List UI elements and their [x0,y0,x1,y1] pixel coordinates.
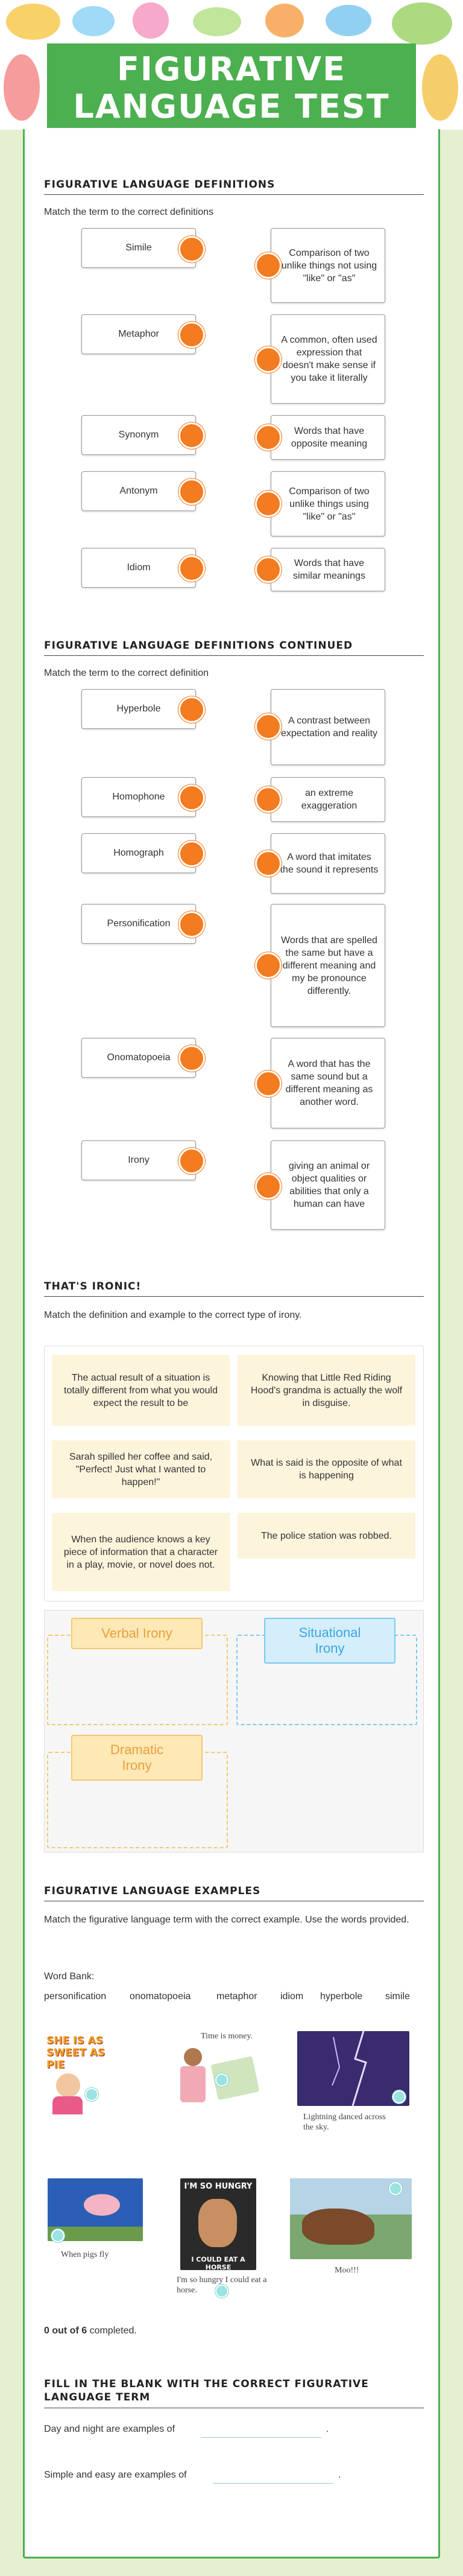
section2-instruction: Match the term to the correct definition [44,668,209,678]
match-dot[interactable] [178,696,205,723]
progress-count: 0 out of 6 [44,2326,87,2336]
definition-box[interactable]: A word that imitates the sound it represents [271,833,385,894]
term-homograph[interactable]: Homograph [81,833,196,873]
definition-box[interactable]: Comparison of two unlike things using "like" or "as" [271,471,385,536]
term-idiom[interactable]: Idiom [81,548,196,588]
answer-dot[interactable] [51,2229,65,2242]
irony-card[interactable]: What is said is the opposite of what is happening [238,1440,415,1498]
definition-box[interactable]: A contrast between expectation and reality [271,689,385,765]
caption-pig: When pigs fly [61,2250,109,2259]
answer-dot[interactable] [389,2182,402,2195]
match-dot[interactable] [178,1148,205,1174]
term-hyperbole[interactable]: Hyperbole [81,689,196,729]
match-dot[interactable] [178,479,205,505]
term-homophone[interactable]: Homophone [81,777,196,817]
section4-instruction: Match the figurative language term with the correct example. Use the words provided. [44,1915,409,1925]
term-simile[interactable]: Simile [81,228,196,268]
fill-blank-2-text: Simple and easy are examples of [44,2470,187,2480]
page-title [47,43,416,128]
match-dot[interactable] [178,555,205,582]
girl-body [52,2096,83,2114]
match-dot[interactable] [178,784,205,811]
girl-figure [184,2048,202,2066]
match-dot[interactable] [255,786,282,813]
match-dot[interactable] [255,346,282,373]
wordbank-label: Word Bank: [44,1971,95,1982]
match-dot[interactable] [255,1173,282,1200]
section1-instruction: Match the term to the correct definitions [44,207,214,217]
header-banner [0,0,463,130]
answer-dot[interactable] [215,2073,228,2087]
wordbank-word[interactable]: metaphor [216,1991,257,2002]
match-dot[interactable] [255,556,282,583]
section4-title: FIGURATIVE LANGUAGE EXAMPLES [44,1885,424,1901]
section2-title: FIGURATIVE LANGUAGE DEFINITIONS CONTINUED [44,640,424,656]
match-dot[interactable] [255,424,282,451]
example-image-sweet [44,2031,116,2116]
match-dot[interactable] [178,322,205,348]
match-dot[interactable] [255,850,282,877]
definition-box[interactable]: A common, often used expression that doesn't make sense if you take it literally [271,314,385,404]
fill-blank-2-end: . [338,2470,341,2480]
irony-drop-area [44,1610,424,1852]
fill-blank-1-text: Day and night are examples of [44,2424,175,2434]
definition-box[interactable]: Words that have opposite meaning [271,415,385,460]
wordbank-word[interactable]: personification [44,1991,107,2002]
match-dot[interactable] [178,236,205,262]
match-dot[interactable] [255,1070,282,1097]
caption-time: Time is money. [201,2032,253,2041]
term-personification[interactable]: Personification [81,904,196,944]
progress-status [44,2326,137,2336]
match-dot[interactable] [178,1045,205,1072]
zone-label-verbal: Verbal Irony [71,1618,203,1649]
match-dot[interactable] [255,952,282,979]
progress-label: completed. [89,2326,137,2336]
definition-box[interactable]: Words that have similar meanings [271,548,385,591]
match-dot[interactable] [178,422,205,449]
irony-card[interactable]: Sarah spilled her coffee and said, "Perfect! Just what I wanted to happen!" [52,1440,230,1498]
definition-box[interactable]: A word that has the same sound but a different meaning as another word. [271,1038,385,1128]
zone-label-dramatic: Dramatic Irony [71,1735,203,1781]
match-dot[interactable] [255,713,282,740]
zone-label-situational: Situational Irony [264,1618,395,1664]
term-metaphor[interactable]: Metaphor [81,314,196,354]
caption-horse: I'm so hungry I could eat a horse. [177,2275,267,2295]
section3-title: THAT'S IRONIC! [44,1280,424,1297]
match-dot[interactable] [255,252,282,279]
term-antonym[interactable]: Antonym [81,471,196,511]
caption-cow: Moo!!! [335,2266,359,2275]
example-image-horse [180,2178,256,2270]
term-synonym[interactable]: Synonym [81,415,196,455]
wordbank-word[interactable]: hyperbole [320,1991,363,2002]
wordbank-word[interactable]: simile [385,1991,410,2002]
fill-blank-2-input[interactable] [213,2468,333,2484]
definition-box[interactable]: Words that are spelled the same but have a different meaning and my be pronounce differently. [271,904,385,1027]
definition-box[interactable]: Comparison of two unlike things not using "like" or "as" [271,228,385,303]
worksheet-card [23,129,440,2559]
caption-lightning: Lightning danced across the sky. [303,2113,386,2132]
section1-title: FIGURATIVE LANGUAGE DEFINITIONS [44,179,424,195]
cow-figure [302,2209,374,2245]
section5-title: FILL IN THE BLANK WITH THE CORRECT FIGURATIVE LANGUAGE TERM [44,2377,424,2408]
girl-figure [56,2073,80,2097]
hamster-figure [198,2199,237,2247]
match-dot[interactable] [178,911,205,938]
match-dot[interactable] [255,491,282,517]
term-onomatopoeia[interactable]: Onomatopoeia [81,1038,196,1078]
definition-box[interactable]: an extreme exaggeration [271,777,385,822]
definition-box[interactable]: giving an animal or object qualities or abilities that only a human can have [271,1140,385,1230]
answer-dot[interactable] [85,2088,98,2101]
meme-top-text: I'M SO HUNGRY [184,2182,253,2191]
irony-card[interactable]: When the audience knows a key piece of information that a character in a play, movie, or novel does not. [52,1513,230,1591]
answer-dot[interactable] [392,2090,406,2104]
answer-dot[interactable] [215,2285,228,2298]
pig-figure [84,2194,120,2216]
section3-instruction: Match the definition and example to the correct type of irony. [44,1310,302,1320]
irony-card-bank [44,1346,424,1601]
wordbank-word[interactable]: onomatopoeia [130,1991,191,2002]
wordbank-word[interactable]: idiom [280,1991,304,2002]
fill-blank-1-input[interactable] [201,2422,321,2438]
irony-card[interactable]: The actual result of a situation is totally different from what you would expect the result to be [52,1355,230,1426]
term-irony[interactable]: Irony [81,1140,196,1180]
girl-body [180,2066,206,2102]
page-title-text: FIGURATIVE LANGUAGE TEST [73,50,390,126]
fill-blank-1-end: . [326,2424,329,2434]
image-text: SHE IS AS SWEET AS PIE [46,2035,106,2071]
irony-card[interactable]: Knowing that Little Red Riding Hood's grandma is actually the wolf in disguise. [238,1355,415,1426]
meme-bottom-text: I COULD EAT A HORSE [191,2256,245,2270]
match-dot[interactable] [178,841,205,867]
irony-card[interactable]: The police station was robbed. [238,1513,415,1559]
